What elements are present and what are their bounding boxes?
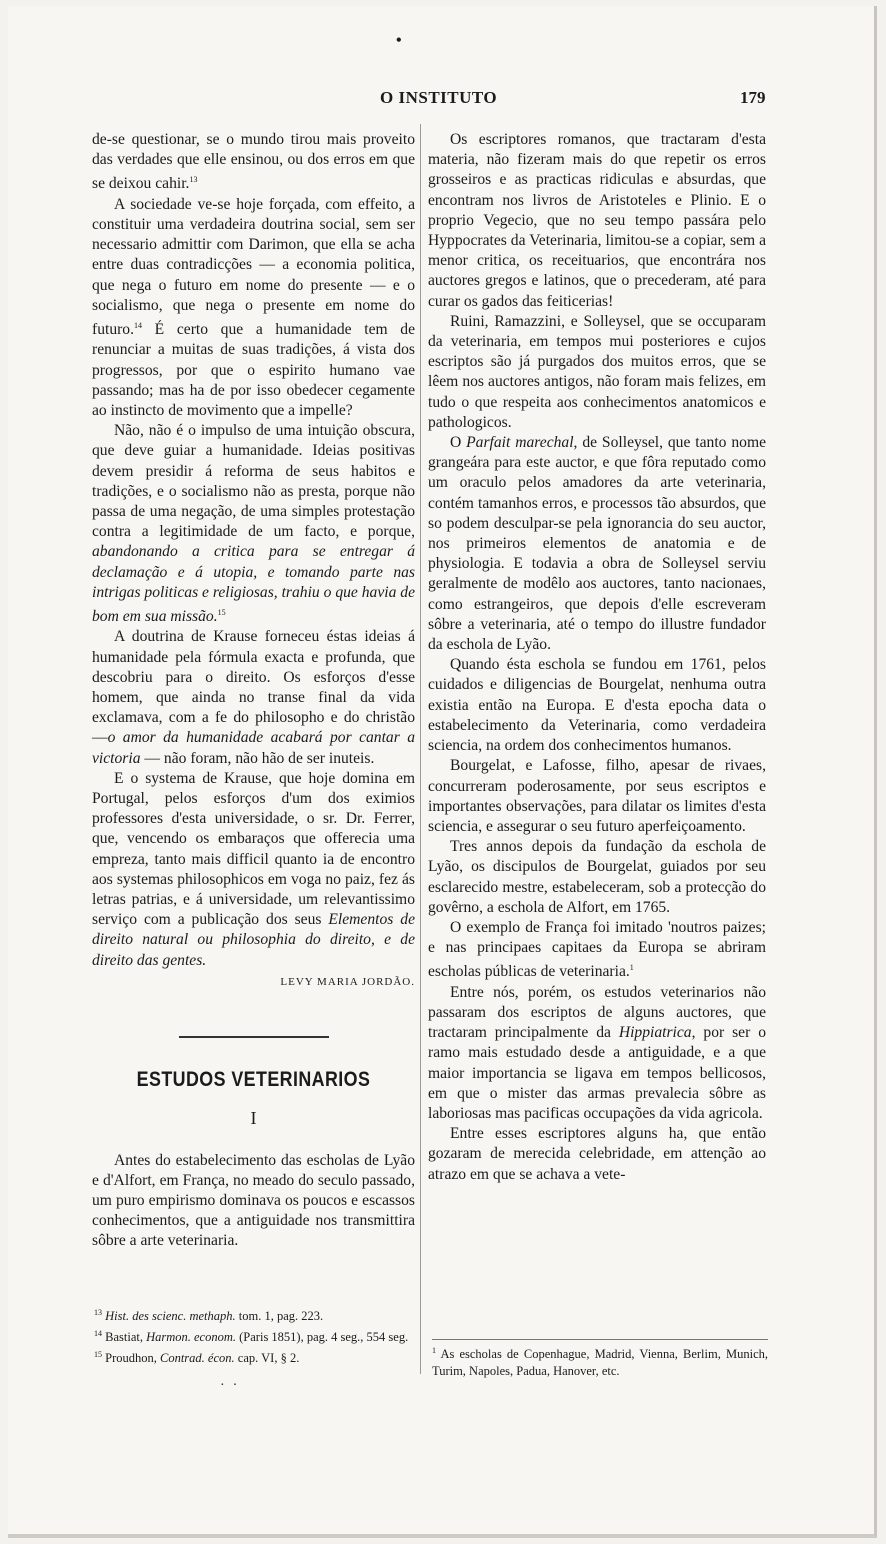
paragraph: Entre esses escriptores alguns ha, que então gozaram de merecida celebridade, em attenção ao atrazo em que se achava a vete- [428,1125,766,1183]
right-column [428,130,766,1185]
paragraph: Quando ésta eschola se fundou em 1761, pelos cuidados e diligencias de Bourgelat, nenhuma outra existia então na Europa. E d'esta epocha data o estabelecimento da Veterinaria, como verdadeira sciencia, na ordem dos conhecimentos humanos. [428,656,766,755]
paragraph: A sociedade ve-se hoje forçada, com effeito, a constituir uma verdadeira doutrina social, sem ser necessario admittir com Darimon, que ella se acha entre duas contradicções — a economia politica, que nega o futuro em nome do presente — e o socialismo, que nega o presente em nome do futuro.$^{14}$ É certo que a humanidade tem de renunciar a muitas de suas tradições, á vista dos progressos, por que o espirito humano vae passando; mas ha de por isso obedecer cegamente ao instincto de movimento que a impelle? [92,195,415,420]
footnote-ref: 15 [217,608,226,618]
paragraph: Os escriptores romanos, que tractaram d'esta materia, não fizeram mais do que repetir os erros grosseiros e as practicas ridiculas e absurdas, que encontram nos livros de Aristoteles e Plinio. E o proprio Vegecio, que no seu tempo passára pelo Hyppocrates da Veterinaria, limitou-se a copiar, sem a menor critica, os receituarios, que encontrára nos auctores gregos e latinos, que o precederam, até para curar os gados das feiticerias! [428,131,766,310]
section-separator [179,1036,329,1038]
footnote: $^{14}$ Bastiat, Harmon. econom. (Paris 1851), pag. 4 seg., 554 seg. [94,1329,409,1345]
author-signature: LEVY MARIA JORDÃO. [280,975,415,988]
paragraph: A doutrina de Krause forneceu éstas ideias á humanidade pela fórmula exacta e profunda, que descobriu para o direito. Os esforços d'esse homem, que ainda no transe final da vida exclamava, com a fe do philosopho e do christão —o amor da humanidade acabará por cantar a victoria — não foram, não hão de ser inuteis. [92,628,415,767]
paragraph: Antes do estabelecimento das escholas de Lyão e d'Alfort, em França, no meado do seculo passado, um puro empirismo dominava os poucos e escassos conhecimentos, que a antiguidade nos transmittira sôbre a arte veterinaria. [92,1151,415,1250]
section-title: ESTUDOS VETERINARIOS [136,1068,371,1092]
left-column [92,130,415,1252]
paragraph: E o systema de Krause, que hoje domina em Portugal, pelos esforços d'um dos eximios professores d'esta universidade, o sr. Dr. Ferrer, que, vencendo os embaraços que offerecia uma empreza, tanto mais difficil quanto ia de encontro aos systemas philosophicos em voga no paiz, fez ás letras patrias, e á universidade, um relevantissimo serviço com a publicação dos seus Elementos de direito natural ou philosophia do direito, e de direito das gentes. [92,769,415,969]
paragraph: O exemplo de França foi imitado 'noutros paizes; e nas principaes capitaes da Europa se abriram escholas públicas de veterinaria.$^1$ [428,918,766,981]
footnote-ref: 1 [629,963,634,973]
right-footnotes [432,1339,768,1380]
paragraph: O Parfait marechal, de Solleysel, que tanto nome grangeára para este auctor, e que fôra reputado como um oraculo pelos amadores da arte veterinaria, contém tamanhos erros, e processos tão absurdos, que so podem desculpar-se pela ignorancia do seu auctor, nos primeiros elementos de anatomia e de physiologia. E todavia a obra de Solleysel serviu geralmente de modêlo aos auctores, tanto nacionaes, como estrangeiros, que depois d'elle escreveram sôbre a veterinaria, até o tempo do illustre fundador da eschola de Lyão. [428,434,766,654]
section-number: I [250,1108,257,1129]
page [8,6,877,1538]
printer-mark: • [396,32,402,49]
footnote: $^{15}$ Proudhon, Contrad. écon. cap. VI, § 2. [94,1350,300,1366]
paragraph: Bourgelat, e Lafosse, filho, apesar de rivaes, concurreram poderosamente, por seus escriptos e importantes observações, para dilatar os limites d'esta sciencia, e assegurar o seu futuro aperfeiçoamento. [428,757,766,835]
footnote: $^{13}$ Hist. des scienc. methaph. tom. 1, pag. 223. [94,1308,324,1324]
journal-title: O INSTITUTO [380,88,498,107]
printer-dots: ·· [220,1378,246,1393]
page-number: 179 [740,88,766,107]
footnote-ref: 14 [134,321,143,331]
footnote: $^1$ As escholas de Copenhague, Madrid, Vienna, Berlim, Munich, Turim, Napoles, Padua, Hanover, etc. [432,1346,768,1379]
paragraph: de-se questionar, se o mundo tirou mais proveito das verdades que elle ensinou, ou dos erros em que se deixou cahir.$^{13}$ [92,131,415,193]
paragraph: Não, não é o impulso de uma intuição obscura, que deve guiar a humanidade. Ideias positivas devem presidir á reforma de seus habitos e tradições, e o socialismo não as presta, porque não passa de uma negação, de uma simples protestação contra a legitimidade de um facto, e porque, abandonando a critica para se entregar á declamação e á utopia, e tomando parte nas intrigas politicas e religiosas, trahiu o que havia de bom em sua missão.$^{15}$ [92,422,415,626]
footnote-ref: 13 [189,175,198,185]
paragraph: Tres annos depois da fundação da eschola de Lyão, os discipulos de Bourgelat, guiados por seu esclarecido mestre, estabeleceram, sob a protecção do govêrno, a eschola de Alfort, em 1765. [428,838,766,916]
paragraph: Entre nós, porém, os estudos veterinarios não passaram dos escriptos de alguns auctores, que tractaram principalmente da Hippiatrica, por ser o ramo mais estudado desde a antiguidade, e a que maior importancia se ligava em tempos bellicosos, em que o mister das armas prevalecia sôbre as laboriosas mas pacificas occupações da vida agricola. [428,983,766,1122]
column-divider [420,124,421,1374]
left-footnotes [94,1304,417,1367]
page-header [8,86,874,116]
paragraph: Ruini, Ramazzini, e Solleysel, que se occuparam da veterinaria, em tempos mui posteriores e cujos escriptos são já purgados dos muitos erros, que se lêem nos auctores antigos, não foram mais felizes, em tudo o que respeita aos conhecimentos anatomicos e pathologicos. [428,312,766,431]
